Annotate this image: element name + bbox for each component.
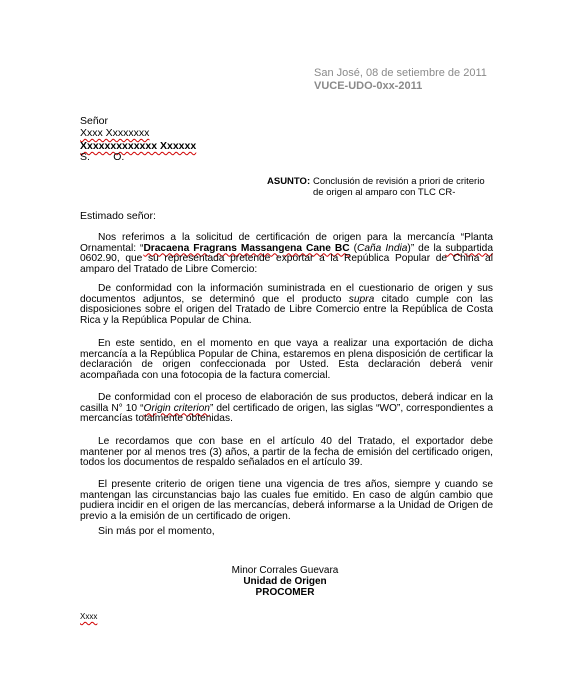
- closing: Sin más por el momento,: [98, 525, 215, 537]
- p2-text-a: De conformidad con la información suministrada en el cuestionario de origen y sus documentos adjuntos, se determinó que el producto: [80, 283, 493, 305]
- p1-common-name: Caña India: [356, 242, 408, 254]
- paragraph-5: Le recordamos que con base en el artículo 40 del Tratado, el exportador debe mantener por al menos tres (3) años, a partir de la fecha de emisión del certificado origen, todos los documentos de respaldo señalados en el artículo 39.: [80, 436, 493, 468]
- signature-unit: Unidad de Origen: [243, 576, 327, 587]
- recipient-salutation: Señor: [80, 115, 109, 127]
- p1-text-a: Nos referimos a la solicitud de certificación de origen para la mercancía “Planta Ornamental: “: [80, 232, 493, 254]
- signature-org: PROCOMER: [255, 587, 315, 598]
- p1-text-e: )” de la: [407, 242, 446, 254]
- paragraph-1: [80, 233, 493, 275]
- signature-name: Minor Corrales Guevara: [231, 565, 339, 576]
- letter-reference: VUCE-UDO-0xx-2011: [314, 80, 423, 92]
- recipient-sa: S. O.: [80, 151, 125, 163]
- p1-plant-name: Dracaena Fragrans Massangena Cane BC: [143, 242, 350, 254]
- recipient-name: Xxxx Xxxxxxxx: [80, 127, 150, 139]
- p2-supra: supra: [348, 293, 375, 305]
- paragraph-4: [80, 393, 493, 425]
- p4-origin-criterion: Origin criterion: [143, 402, 210, 414]
- paragraph-3: En este sentido, en el momento en que vaya a realizar una exportación de dicha mercancía a la República Popular de China, estaremos en plena disposición de certificar la declaración de origen confeccionada por Usted. Esta declaración deberá venir acompañada con una fotocopia de la factura comercial.: [80, 338, 493, 381]
- p4-text-a: De conformidad con el proceso de elaboración de sus productos, deberá indicar en la casilla N° 10 “: [80, 392, 493, 414]
- p1-text-g: 0602.90, que su representada pretende exportar a la República Popular de China al amparo del Tratado de Libre Comercio:: [80, 253, 493, 275]
- p1-text-c: (: [349, 242, 357, 254]
- letter-date: San José, 08 de setiembre de 2011: [314, 67, 487, 79]
- subject-label: ASUNTO:: [267, 176, 311, 187]
- p4-text-c: ” del certificado de origen, las siglas “WO”, correspondientes a mercancías totalmente obtenidas.: [80, 402, 493, 424]
- greeting: Estimado señor:: [80, 210, 156, 222]
- p2-text-c: citado cumple con las disposiciones sobre el origen del Tratado de Libre Comercio entre la República de Costa Rica y la República Popular de China.: [80, 293, 494, 326]
- paragraph-6: El presente criterio de origen tiene una vigencia de tres años, siempre y cuando se mantengan las circunstancias bajo las cuales fue emitido. En caso de algún cambio que pudiera incidir en el origen de las mercancías, deberá informarse a la Unidad de Origen de previo a la emisión de un certificado de origen.: [80, 479, 493, 522]
- subject-text: Conclusión de revisión a priori de criterio de origen al amparo con TLC CR-: [313, 176, 485, 198]
- paragraph-2: [80, 284, 493, 326]
- recipient-company: Xxxxxxxxxxxxx Xxxxxx: [80, 140, 197, 152]
- p1-subpartida: subpartida: [445, 242, 493, 254]
- initials: Xxxx: [80, 612, 98, 621]
